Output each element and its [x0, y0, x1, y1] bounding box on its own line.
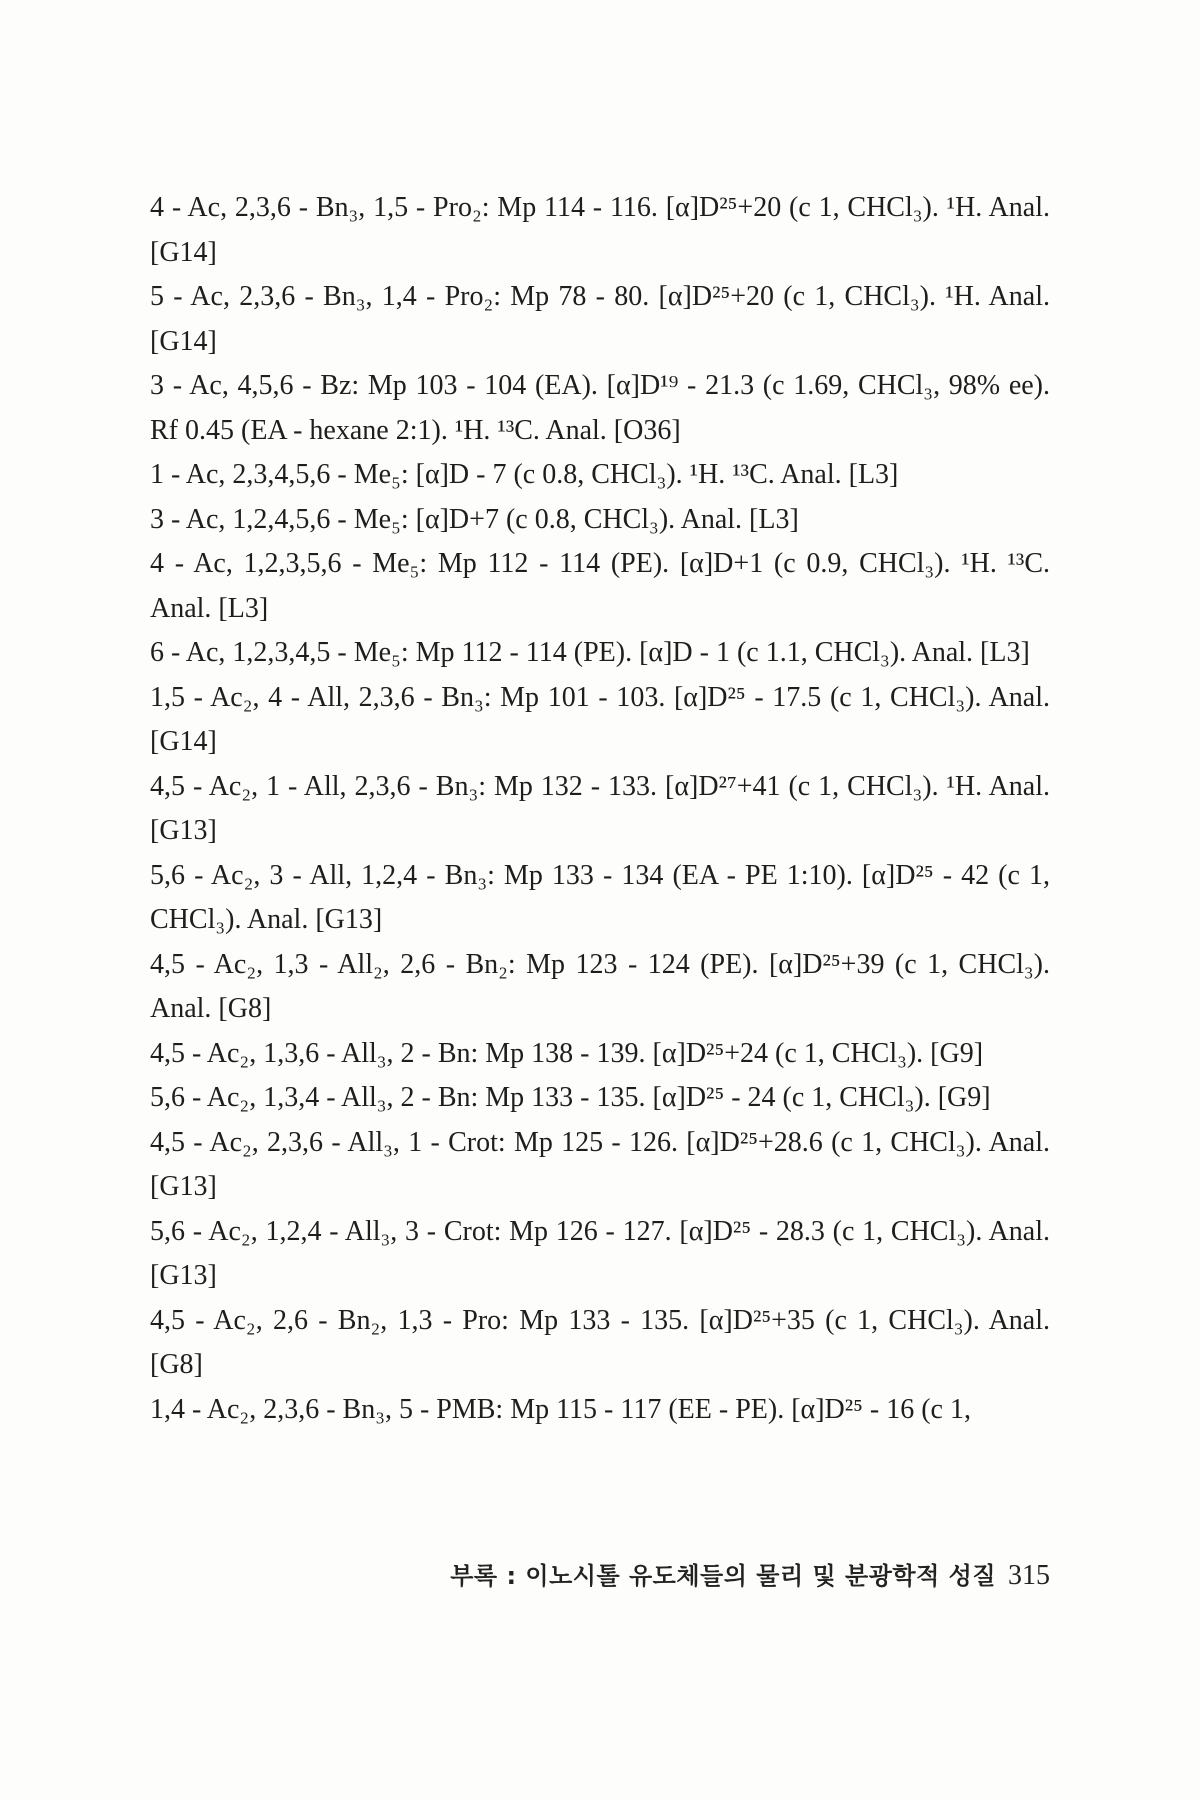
compound-entry: 5,6 - Ac₂, 1,2,4 - All₃, 3 - Crot: Mp 126 - 127. [α]D²⁵ - 28.3 (c 1, CHCl₃). Anal. [G13] [150, 1215, 1050, 1291]
compound-entry: 3 - Ac, 4,5,6 - Bz: Mp 103 - 104 (EA). [α]D¹⁹ - 21.3 (c 1.69, CHCl₃, 98% ee). Rf 0.45 (EA - hexane 2:1). ¹H. ¹³C. Anal. [O36] [150, 370, 1050, 446]
page-footer [150, 1556, 1050, 1592]
compound-entry: 4,5 - Ac₂, 1,3 - All₂, 2,6 - Bn₂: Mp 123 - 124 (PE). [α]D²⁵+39 (c 1, CHCl₃). Anal. [G8] [150, 948, 1050, 1024]
compound-entry: 4 - Ac, 1,2,3,5,6 - Me₅: Mp 112 - 114 (PE). [α]D+1 (c 0.9, CHCl₃). ¹H. ¹³C. Anal. [L3] [150, 548, 1050, 624]
running-footer-title: 부록 : 이노시톨 유도체들의 물리 및 분광학적 성질 [450, 1562, 996, 1590]
compound-entry: 4,5 - Ac₂, 1,3,6 - All₃, 2 - Bn: Mp 138 - 139. [α]D²⁵+24 (c 1, CHCl₃). [G9] [150, 1037, 984, 1069]
entry-list [150, 186, 1050, 1432]
compound-entry: 1,4 - Ac₂, 2,3,6 - Bn₃, 5 - PMB: Mp 115 - 117 (EE - PE). [α]D²⁵ - 16 (c 1, [150, 1393, 971, 1425]
page-number: 315 [1008, 1560, 1050, 1591]
compound-entry: 4 - Ac, 2,3,6 - Bn₃, 1,5 - Pro₂: Mp 114 - 116. [α]D²⁵+20 (c 1, CHCl₃). ¹H. Anal. [G14] [150, 192, 1050, 268]
compound-entry: 4,5 - Ac₂, 2,6 - Bn₂, 1,3 - Pro: Mp 133 - 135. [α]D²⁵+35 (c 1, CHCl₃). Anal. [G8] [150, 1304, 1050, 1380]
compound-entry: 6 - Ac, 1,2,3,4,5 - Me₅: Mp 112 - 114 (PE). [α]D - 1 (c 1.1, CHCl₃). Anal. [L3] [150, 637, 1030, 668]
compound-entry: 1 - Ac, 2,3,4,5,6 - Me₅: [α]D - 7 (c 0.8, CHCl₃). ¹H. ¹³C. Anal. [L3] [150, 459, 899, 490]
compound-entry: 5 - Ac, 2,3,6 - Bn₃, 1,4 - Pro₂: Mp 78 - 80. [α]D²⁵+20 (c 1, CHCl₃). ¹H. Anal. [G14] [150, 281, 1050, 357]
compound-entry: 3 - Ac, 1,2,4,5,6 - Me₅: [α]D+7 (c 0.8, CHCl₃). Anal. [L3] [150, 503, 799, 535]
compound-entry: 5,6 - Ac₂, 1,3,4 - All₃, 2 - Bn: Mp 133 - 135. [α]D²⁵ - 24 (c 1, CHCl₃). [G9] [150, 1082, 991, 1113]
compound-entry: 4,5 - Ac₂, 1 - All, 2,3,6 - Bn₃: Mp 132 - 133. [α]D²⁷+41 (c 1, CHCl₃). ¹H. Anal. [G13] [150, 770, 1050, 846]
compound-entry: 5,6 - Ac₂, 3 - All, 1,2,4 - Bn₃: Mp 133 - 134 (EA - PE 1:10). [α]D²⁵ - 42 (c 1, CHCl₃). Anal. [G13] [150, 859, 1050, 935]
compound-entry: 4,5 - Ac₂, 2,3,6 - All₃, 1 - Crot: Mp 125 - 126. [α]D²⁵+28.6 (c 1, CHCl₃). Anal. [G13] [150, 1126, 1050, 1202]
compound-entry: 1,5 - Ac₂, 4 - All, 2,3,6 - Bn₃: Mp 101 - 103. [α]D²⁵ - 17.5 (c 1, CHCl₃). Anal. [G14] [150, 681, 1050, 757]
